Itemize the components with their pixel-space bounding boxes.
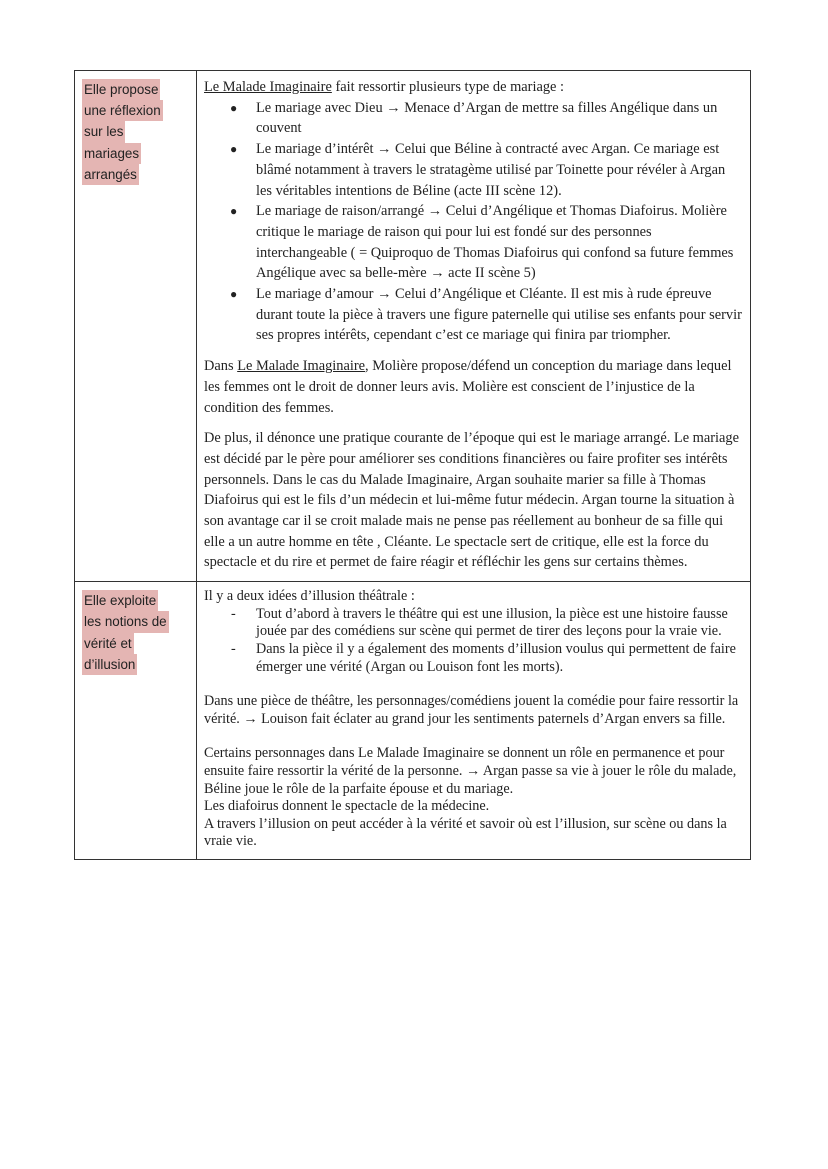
row-label-cell [75, 71, 197, 582]
bullet-icon: ● [230, 204, 238, 219]
bullet-icon: ● [230, 100, 238, 115]
work-title: Le Malade Imaginaire [204, 79, 332, 95]
paragraph: De plus, il dénonce une pratique courante de l’époque qui est le mariage arrangé. Le mariage est décidé par le père pour améliorer ses conditions financières ou faire profiter ses intérêts personnels. Dans le cas du Malade Imaginaire, Argan souhaite marier sa fille à Thomas Diafoirus qui est le fils d’un médecin et lui-même futur médecin. Argan tourne la situation à son avantage car il se croit malade mais ne pense pas réellement au bonheur de sa fille qui elle a un autre homme en tête , Cléante. Le spectacle sert de critique, elle est la force du spectacle et du rire et permet de faire réagir et réfléchir les gens sur certains thèmes. [204, 430, 740, 571]
label-line: sur les [82, 121, 125, 142]
label-line: une réflexion [82, 100, 163, 121]
label-line: les notions de [82, 611, 169, 632]
paragraph: Dans une pièce de théâtre, les personnages/comédiens jouent la comédie pour faire ressortir la vérité. → Louison fait éclater au grand jour les sentiments paternels d’Argan envers sa fille. [204, 693, 739, 727]
work-title: Le Malade Imaginaire [237, 358, 366, 375]
dash-icon: - [231, 605, 236, 622]
paragraph-line: Certains personnages dans Le Malade Imaginaire se donnent un rôle en permanence et pour ensuite faire ressortir la vérité de la personne. → Argan passe sa vie à jouer le rôle du malade, Béline joue le rôle de la parfaite épouse et du mariage. [204, 745, 737, 797]
paragraph: Dans Le Malade Imaginaire, Molière propose/défend un conception du mariage dans lequel les femmes ont le droit de donner leurs avis. Molière est conscient de l’injustice de la condition des femmes. [204, 358, 732, 416]
bullet-icon: ● [230, 142, 238, 157]
list-item: - Dans la pièce il y a également des moments d’illusion voulus qui permettent de faire émerger une vérité (Argan ou Louison font les morts). [231, 640, 736, 675]
dash-icon: - [231, 640, 236, 657]
list-item: ● Le mariage d’amour → Celui d’Angélique et Cléante. Il est mis à rude épreuve durant toute la pièce à travers une figure paternelle qui utilise ses enfants pour servir ses propres intérêts, cependant c’est ce mariage qui finira par triompher. [230, 286, 742, 344]
list-item: ● Le mariage avec Dieu → Menace d’Argan de mettre sa filles Angélique dans un couvent [230, 99, 718, 137]
row-content-cell [197, 582, 751, 860]
list-item: ● Le mariage d’intérêt → Celui que Béline à contracté avec Argan. Ce mariage est blâmé notamment à travers le stratagème utilisé par Toinette pour révéler à Argan les véritables intentions de Béline (acte III scène 12). [230, 141, 726, 199]
label-line: Elle propose [82, 79, 160, 100]
label-line: vérité et [82, 633, 134, 654]
label-line: d’illusion [82, 654, 137, 675]
illusion-ideas-list [204, 606, 744, 676]
intro-paragraph: Le Malade Imaginaire fait ressortir plusieurs type de mariage : [204, 79, 565, 95]
highlighted-label [82, 79, 190, 185]
highlighted-label [82, 590, 190, 675]
label-line: arrangés [82, 164, 139, 185]
list-item: ● Le mariage de raison/arrangé → Celui d’Angélique et Thomas Diafoirus. Molière critique le mariage de raison qui pour lui est fondé sur des personnes interchangeable ( = Quiproquo de Thomas Diafoirus qui confond sa future femmes Angélique avec sa belle-mère → acte II scène 5) [230, 203, 734, 282]
intro-paragraph: Il y a deux idées d’illusion théâtrale : [204, 588, 415, 605]
bullet-icon: ● [230, 287, 238, 302]
row-label-cell [75, 582, 197, 860]
marriage-types-list [204, 98, 744, 346]
label-line: Elle exploite [82, 590, 158, 611]
content-table [74, 70, 751, 860]
table-row [75, 582, 751, 860]
list-item: - Tout d’abord à travers le théâtre qui est une illusion, la pièce est une histoire fausse jouée par des comédiens sur scène qui permet de tirer des leçons pour la vraie vie. [231, 605, 728, 640]
paragraph-line: Les diafoirus donnent le spectacle de la médecine. [204, 798, 490, 815]
table-row [75, 71, 751, 582]
paragraph-line: A travers l’illusion on peut accéder à la vérité et savoir où est l’illusion, sur scène ou dans la vraie vie. [204, 815, 727, 850]
row-content-cell [197, 71, 751, 582]
label-line: mariages [82, 143, 141, 164]
